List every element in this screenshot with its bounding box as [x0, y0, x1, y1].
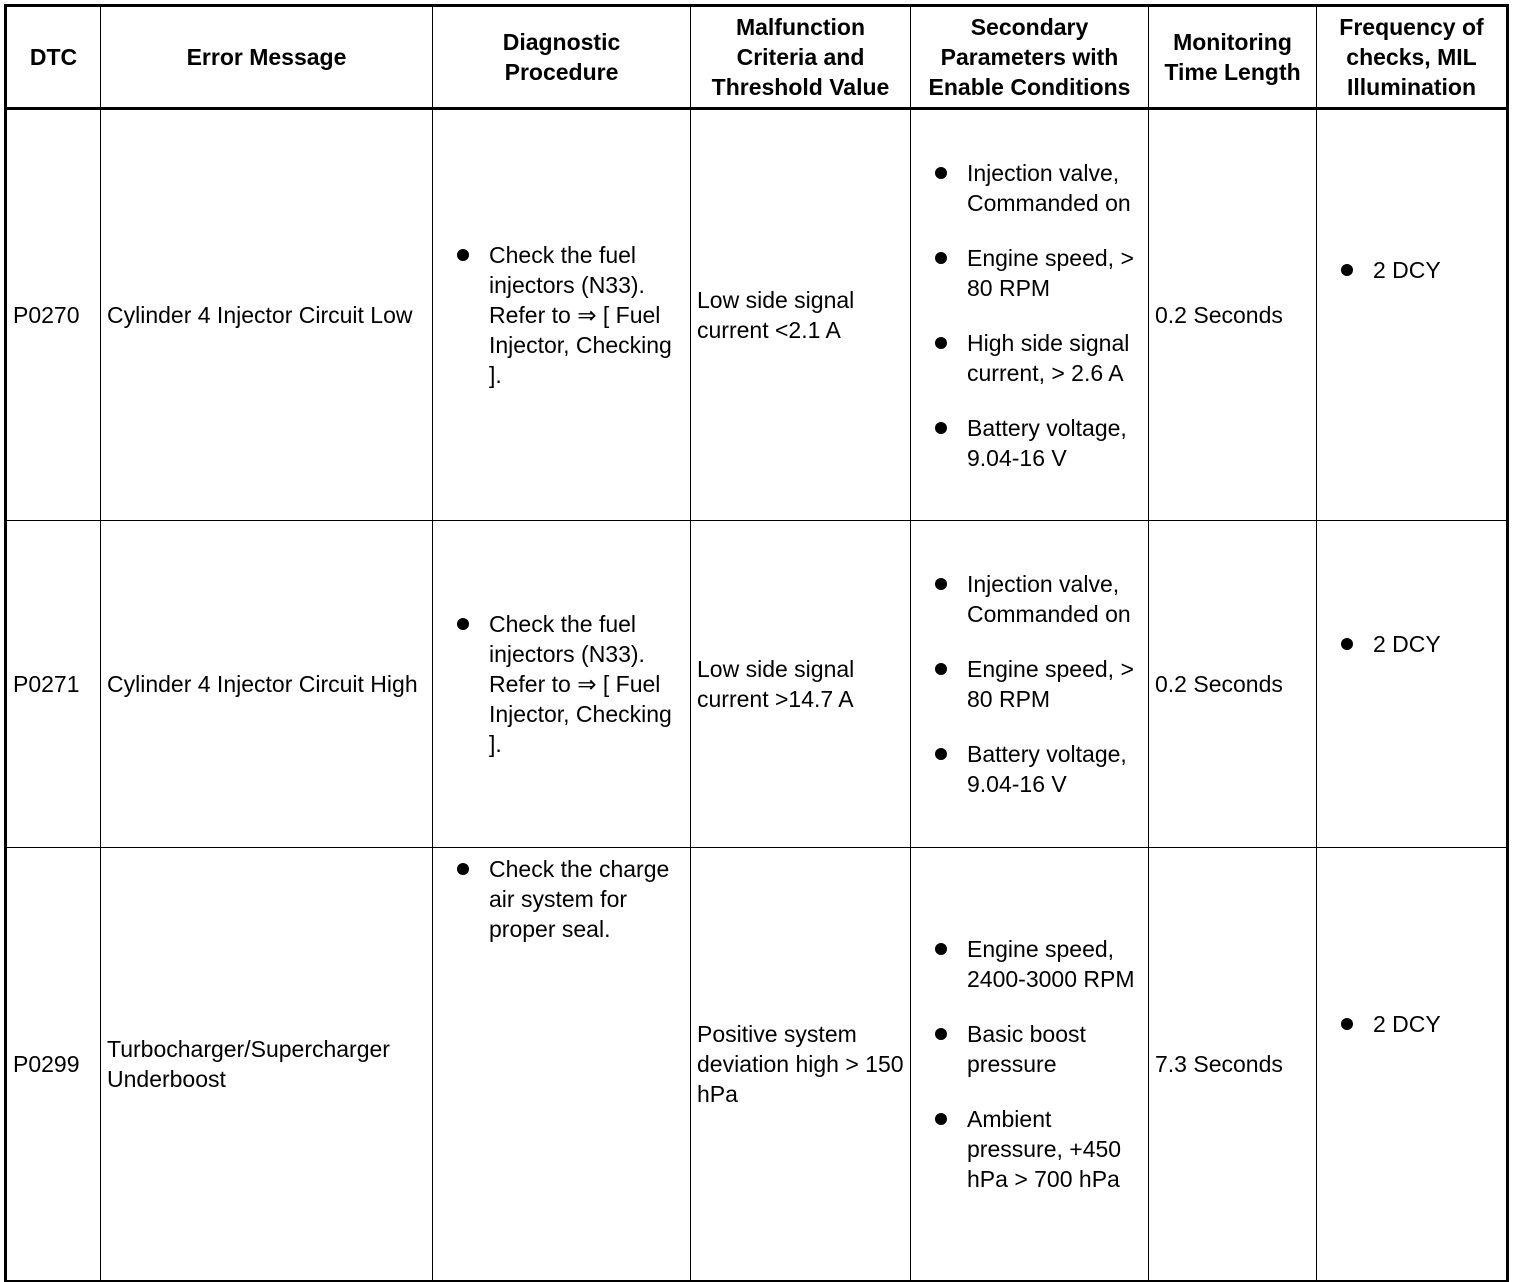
parameter-list [911, 158, 1148, 473]
header-monitoring-time: Monitoring Time Length [1149, 7, 1317, 109]
monitoring-time: 0.2 Seconds [1149, 109, 1317, 521]
parameter-list [911, 934, 1148, 1194]
monitoring-time: 7.3 Seconds [1149, 848, 1317, 1281]
table-row [7, 848, 1507, 1281]
secondary-parameters [911, 521, 1149, 848]
frequency [1317, 109, 1507, 521]
error-message: Cylinder 4 Injector Circuit Low [101, 109, 433, 521]
parameter-list [911, 569, 1148, 799]
monitoring-time: 0.2 Seconds [1149, 521, 1317, 848]
diagnostic-list [433, 609, 690, 759]
diagnostic-item: Check the fuel injectors (N33). Refer to ⇒ [ Fuel Injector, Checking ]. [433, 240, 690, 390]
diagnostic-list [433, 240, 690, 390]
dtc-table [6, 6, 1507, 1281]
diagnostic-list [433, 854, 690, 944]
parameter-item: Engine speed, 2400-3000 RPM [911, 934, 1144, 994]
parameter-item: Battery voltage, 9.04-16 V [911, 413, 1144, 473]
header-malfunction-criteria: Malfunction Criteria and Threshold Value [691, 7, 911, 109]
header-row [7, 7, 1507, 109]
header-diagnostic-procedure: Diagnostic Procedure [433, 7, 691, 109]
dtc-code: P0271 [7, 521, 101, 848]
parameter-item: Injection valve, Commanded on [911, 569, 1144, 629]
diagnostic-item: Check the charge air system for proper seal. [433, 854, 686, 944]
table-row [7, 521, 1507, 848]
parameter-item: Engine speed, > 80 RPM [911, 654, 1144, 714]
frequency [1317, 521, 1507, 848]
frequency-list [1317, 629, 1506, 659]
frequency-list [1317, 1009, 1506, 1039]
parameter-item: Basic boost pressure [911, 1019, 1144, 1079]
diagnostic-procedure [433, 848, 691, 1281]
error-message: Cylinder 4 Injector Circuit High [101, 521, 433, 848]
frequency-list [1317, 255, 1506, 285]
dtc-code: P0299 [7, 848, 101, 1281]
diagnostic-procedure [433, 109, 691, 521]
secondary-parameters [911, 109, 1149, 521]
header-secondary-parameters: Secondary Parameters with Enable Conditions [911, 7, 1149, 109]
header-frequency: Frequency of checks, MIL Illumination [1317, 7, 1507, 109]
parameter-item: Injection valve, Commanded on [911, 158, 1144, 218]
dtc-code: P0270 [7, 109, 101, 521]
parameter-item: Battery voltage, 9.04-16 V [911, 739, 1144, 799]
frequency-item: 2 DCY [1317, 1009, 1506, 1039]
table-header [7, 7, 1507, 109]
frequency-item: 2 DCY [1317, 629, 1506, 659]
diagnostic-procedure [433, 521, 691, 848]
parameter-item: High side signal current, > 2.6 A [911, 328, 1144, 388]
error-message: Turbocharger/Supercharger Underboost [101, 848, 433, 1281]
frequency [1317, 848, 1507, 1281]
secondary-parameters [911, 848, 1149, 1281]
header-dtc: DTC [7, 7, 101, 109]
frequency-item: 2 DCY [1317, 255, 1506, 285]
diagnostic-item: Check the fuel injectors (N33). Refer to ⇒ [ Fuel Injector, Checking ]. [433, 609, 690, 759]
malfunction-criteria: Low side signal current <2.1 A [691, 109, 911, 521]
parameter-item: Engine speed, > 80 RPM [911, 243, 1144, 303]
parameter-item: Ambient pressure, +450 hPa > 700 hPa [911, 1104, 1144, 1194]
malfunction-criteria: Positive system deviation high > 150 hPa [691, 848, 911, 1281]
header-error-message: Error Message [101, 7, 433, 109]
malfunction-criteria: Low side signal current >14.7 A [691, 521, 911, 848]
table-row [7, 109, 1507, 521]
